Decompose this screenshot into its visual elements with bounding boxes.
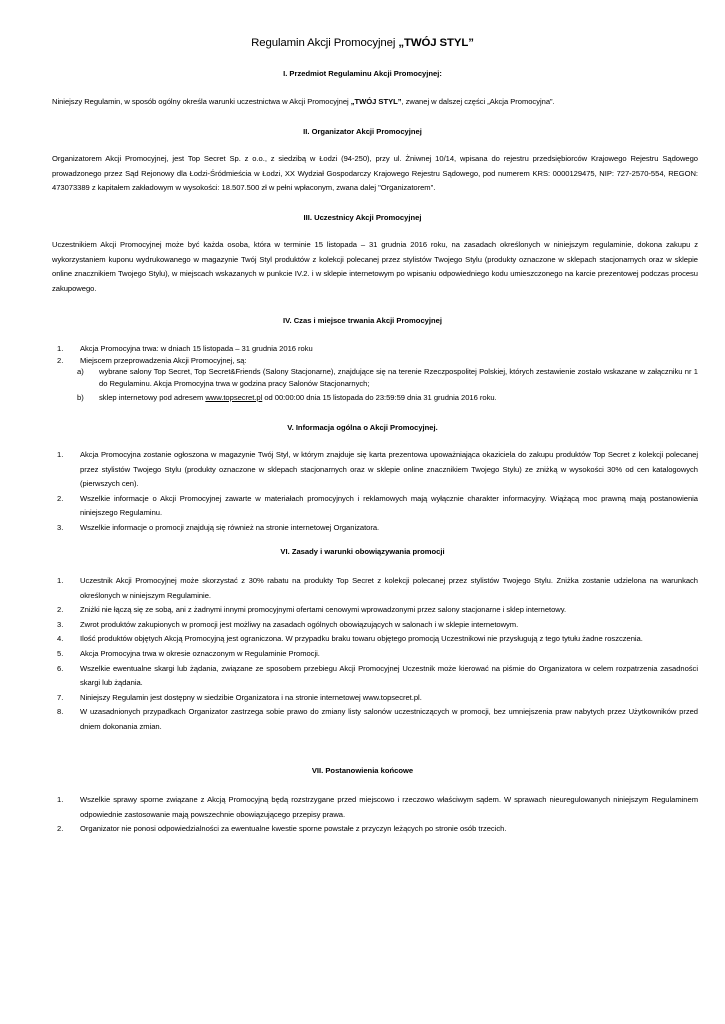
section-3-text: Uczestnikiem Akcji Promocyjnej może być każda osoba, która w terminie 15 listopada – 31 grudnia 2016 roku, na zasadach określonych w niniejszym regulaminie, dokona zakupu z wykorzystaniem kuponu wydrukowanego w magazynie Twój Styl produktów z kolekcji polecanej przez stylistów Twojego Stylu (produkty oznaczone w sklepach stacjonarnych oraz w sklepie online znacznikiem Twojego Stylu), w miejscach wskazanych w punkcie IV.2. i w sklepie internetowym po wpisaniu odpowiedniego kodu umieszczonego na karcie prezentowej podczas procesu zakupowego. [52,240,698,293]
list-item: 5. Akcja Promocyjna trwa w okresie oznaczonym w Regulaminie Promocji. [57,648,320,658]
topsecret-link[interactable]: www.topsecret.pl [205,393,263,402]
list-item: 3. Zwrot produktów zakupionych w promocji jest możliwy na zasadach ogólnych obowiązujących w salonach i w sklepie internetowym. [57,619,519,629]
list-item: 3. Wszelkie informacje o promocji znajdują się również na stronie internetowej Organizatora. [57,522,380,532]
list-item: 2. Organizator nie ponosi odpowiedzialności za ewentualne kwestie sporne powstałe z przyczyn leżących po stronie osób trzecich. [57,824,507,834]
promotion-name: „TWÓJ STYL” [398,37,474,49]
section-6-list [52,574,698,735]
section-6-heading: VI. Zasady i warunki obowiązywania promocji [280,547,445,556]
section-1-heading: I. Przedmiot Regulaminu Akcji Promocyjnej: [283,69,442,78]
section-4-list [52,343,698,404]
list-item: 7. Niniejszy Regulamin jest dostępny w siedzibie Organizatora i na stronie internetowej www.topsecret.pl. [57,692,422,702]
section-2-text: Organizatorem Akcji Promocyjnej, jest Top Secret Sp. z o.o., z siedzibą w Łodzi (94-250), przy ul. Żniwnej 10/14, wpisana do rejestru przedsiębiorców Krajowego Rejestru Sądowego prowadzonego przez Sąd Rejonowy dla Łodzi-Śródmieścia w Łodzi, XX Wydział Gospodarczy Krajowego Rejestru Sądowego, pod numerem KRS: 0000129475, NIP: 727-2570-554, REGON: 473073389 z kapitałem zakładowym w wysokości: 18.507.500 zł w pełni wpłaconym, zwana dalej "Organizatorem". [52,154,698,193]
list-item: 2. Wszelkie informacje o Akcji Promocyjnej zawarte w materiałach promocyjnych i reklamowych mają wyłącznie charakter informacyjny. Wiążącą moc prawną mają postanowienia niniejszego Regulaminu. [57,493,698,518]
list-item: 1. Wszelkie sprawy sporne związane z Akcją Promocyjną będą rozstrzygane przed miejscowo i rzeczowo właściwym sądem. W sprawach nieuregulowanych niniejszym Regulaminem odpowiednie zastosowanie mają powszechnie obowiązującego przepisy prawa. [57,795,698,819]
document-title: Regulamin Akcji Promocyjnej „TWÓJ STYL” [251,37,474,49]
section-5-list [52,448,698,536]
sub-item-a: a) wybrane salony Top Secret, Top Secret&Friends (Salony Stacjonarne), znajdujące się na terenie Rzeczpospolitej Polskiej, których zestawienie zostało wskazane w załączniku nr 1 do Regulaminu. Akcja Promocyjna trwa w godzina pracy Salonów Stacjonarnych; [77,367,698,388]
list-item: 4. Ilość produktów objętych Akcją Promocyjną jest ograniczona. W przypadku braku towaru objętego promocją Uczestnikowi nie przysługują z tego tytułu żadne roszczenia. [57,634,643,644]
list-item: 1. Uczestnik Akcji Promocyjnej może skorzystać z 30% rabatu na produkty Top Secret z kolekcji polecanej przez stylistów Twojego Stylu. Zniżka zostanie udzielona na warunkach określonych w niniejszym Regulaminie. [57,576,698,600]
section-7-heading: VII. Postanowienia końcowe [311,766,414,775]
section-4-heading: IV. Czas i miejsce trwania Akcji Promocyjnej [283,316,442,325]
list-item: 2. Miejscem przeprowadzenia Akcji Promocyjnej, są: [57,355,247,365]
list-item: 1. Akcja Promocyjna zostanie ogłoszona w magazynie Twój Styl, w którym znajduje się karta prezentowa upoważniająca okaziciela do zakupu produktów Top Secret z kolekcji polecanej przez stylistów Twojego Stylu (produkty oznaczone w sklepach stacjonarnych oraz w sklepie online znacznikiem Twojego Stylu) ze zniżką w wysokości 30% od cen katalogowych (pierwszych cen). [57,450,698,489]
section-7-list [52,793,698,837]
section-3-heading: III. Uczestnicy Akcji Promocyjnej [303,213,422,222]
list-item: 2. Zniżki nie łączą się ze sobą, ani z żadnymi innymi promocyjnymi ofertami cenowymi wprowadzonymi przez salony stacjonarne i sklep internetowy. [57,605,567,615]
section-5-heading: V. Informacja ogólna o Akcji Promocyjnej. [287,423,438,432]
section-1-text: Niniejszy Regulamin, w sposób ogólny określa warunki uczestnictwa w Akcji Promocyjnej „TWÓJ STYL”, zwanej w dalszej części „Akcja Promocyjna”. [52,97,555,106]
list-item: 1. Akcja Promocyjna trwa: w dniach 15 listopada – 31 grudnia 2016 roku [57,344,313,353]
list-item: 6. Wszelkie ewentualne skargi lub żądania, związane ze sposobem przebiegu Akcji Promocyjnej Uczestnik może kierować na piśmie do Organizatora w celem rozpatrzenia zasadności skargi lub żądania. [57,663,698,688]
section-2-heading: II. Organizator Akcji Promocyjnej [303,127,422,136]
sub-item-b: b) sklep internetowy pod adresem www.topsecret.pl od 00:00:00 dnia 15 listopada do 23:59:59 dnia 31 grudnia 2016 roku. [77,393,497,402]
list-item: 8. W uzasadnionych przypadkach Organizator zastrzega sobie prawo do zmiany listy salonów uczestniczących w promocji, bez umniejszenia praw nabytych przez Użytkowników przed dniem dokonania zmian. [57,707,698,731]
